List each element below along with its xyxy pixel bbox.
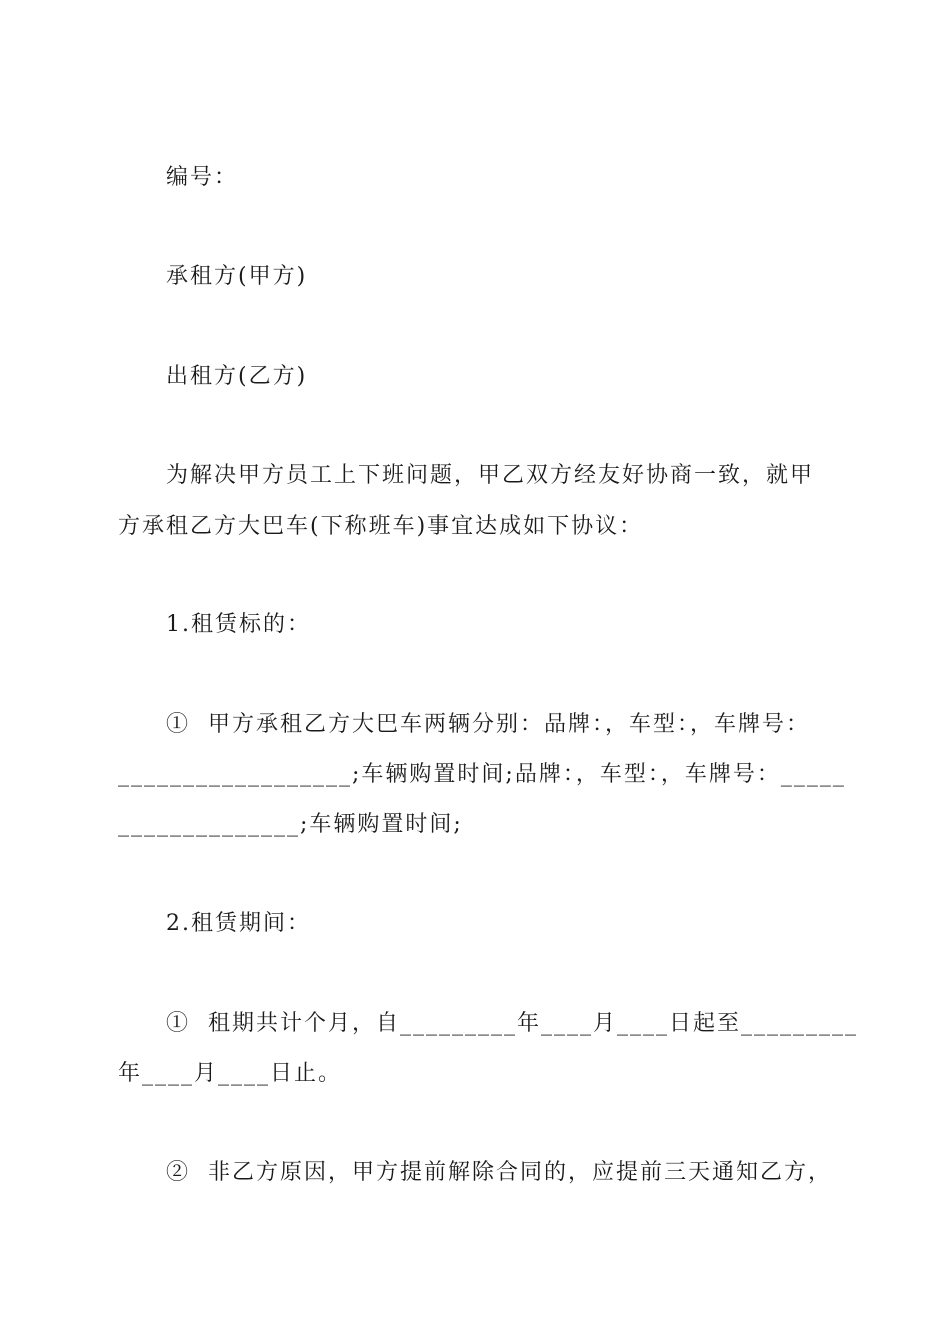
lessee-label: 承租方(甲方) bbox=[166, 264, 308, 289]
section-2-heading: 2.租赁期间： bbox=[166, 911, 311, 936]
section-1-item-1-line-2: __________________;车辆购置时间;品牌：，车型：，车牌号：_____ bbox=[118, 762, 846, 787]
intro-paragraph-line-2: 方承租乙方大巴车(下称班车)事宜达成如下协议： bbox=[118, 514, 644, 539]
serial-number-label: 编号： bbox=[166, 165, 239, 190]
intro-paragraph-line-1: 为解决甲方员工上下班问题，甲乙双方经友好协商一致，就甲 bbox=[166, 463, 815, 488]
section-1-heading: 1.租赁标的： bbox=[166, 612, 311, 637]
section-1-item-1-line-3: ______________;车辆购置时间; bbox=[118, 812, 463, 837]
section-2-item-2-line-1: ② 非乙方原因，甲方提前解除合同的，应提前三天通知乙方， bbox=[166, 1160, 832, 1185]
section-1-item-1-line-1: ① 甲方承租乙方大巴车两辆分别：品牌：，车型：，车牌号： bbox=[166, 712, 810, 737]
section-2-item-1-line-2: 年____月____日止。 bbox=[118, 1061, 343, 1086]
section-2-item-1-line-1: ① 租期共计个月，自_________年____月____日起至_________ bbox=[166, 1011, 858, 1036]
lessor-label: 出租方(乙方) bbox=[166, 364, 308, 389]
